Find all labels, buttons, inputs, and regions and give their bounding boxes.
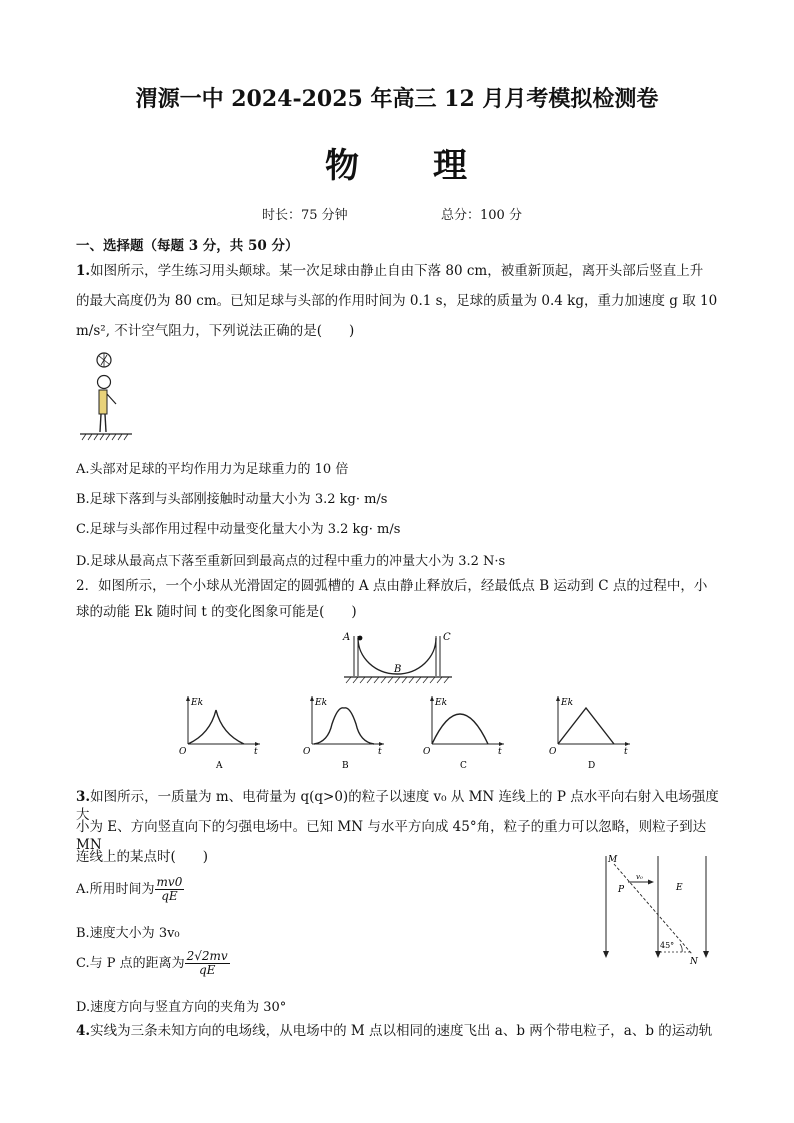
q2-line2: 球的动能 Ek 随时间 t 的变化图象可能是( ) — [76, 604, 357, 620]
q2-graph-d — [546, 692, 636, 770]
q3-option-c-prefix: C.与 P 点的距离为 — [76, 956, 185, 971]
axis-x-label: t — [498, 747, 502, 757]
q3-option-c — [76, 950, 230, 977]
label-e: E — [676, 883, 683, 893]
q2-graph-b — [300, 692, 390, 770]
axis-y-label: Ek — [191, 698, 204, 708]
exam-title: 渭源一中 2024-2025 年高三 12 月月考模拟检测卷 — [135, 86, 659, 112]
label-p: P — [618, 885, 625, 895]
q4-stem — [76, 1022, 722, 1040]
origin-label: O — [303, 747, 311, 757]
label-c: C — [443, 632, 451, 643]
q3-option-c-fraction — [185, 950, 230, 977]
q1-number: 1. — [76, 263, 91, 279]
origin-label: O — [179, 747, 187, 757]
label-b: B — [394, 664, 402, 675]
q3-line1: 如图所示，一质量为 m、电荷量为 q(q>0)的粒子以速度 v₀ 从 MN 连线上的 P 点水平向右射入电场强度大 — [76, 789, 719, 823]
label-v0: v₀ — [636, 873, 643, 881]
fraction-denominator: qE — [161, 889, 178, 903]
q1-line1: 如图所示，学生练习用头颠球。某一次足球由静止自由下落 80 cm，被重新顶起，离开头部后竖直上升 — [90, 263, 704, 279]
q3-number: 3. — [76, 789, 91, 805]
fraction-numerator: 2√2mv — [186, 949, 228, 963]
q3-line2: 小为 E、方向竖直向下的匀强电场中。已知 MN 与水平方向成 45°角，粒子的重力可以忽略，则粒子到达 MN — [76, 819, 707, 853]
graph-caption: B — [342, 761, 349, 770]
fraction-denominator: qE — [198, 963, 216, 977]
axis-y-label: Ek — [561, 698, 574, 708]
axis-x-label: t — [624, 747, 628, 757]
subject-title — [0, 138, 794, 187]
q4-line1: 实线为三条未知方向的电场线，从电场中的 M 点以相同的速度飞出 a、b 两个带电粒子，a、b 的运动轨 — [90, 1023, 713, 1039]
q1-stem — [76, 262, 722, 280]
q1-option-b: B.足球下落到与头部刚接触时动量大小为 3.2 kg· m/s — [76, 492, 388, 507]
axis-x-label: t — [378, 747, 382, 757]
student-head — [98, 376, 111, 389]
exam-total-score: 总分：100 分 — [441, 208, 522, 223]
fraction-numerator: mv0 — [156, 875, 183, 889]
origin-label: O — [423, 747, 431, 757]
graph-caption: D — [588, 761, 596, 770]
q3-option-d: D.速度方向与竖直方向的夹角为 30° — [76, 1000, 287, 1015]
q3-line3: 连线上的某点时( ) — [76, 849, 209, 865]
q3-option-a-fraction — [155, 876, 185, 903]
q2-figure-arc-groove — [340, 628, 460, 686]
label-a: A — [343, 632, 351, 643]
section-heading: 一、选择题（每题 3 分，共 50 分） — [76, 238, 299, 254]
axis-y-label: Ek — [315, 698, 328, 708]
q1-figure-student-heading-ball — [76, 350, 136, 444]
ball-at-a — [358, 636, 363, 641]
label-n: N — [690, 957, 698, 967]
origin-label: O — [549, 747, 557, 757]
label-m: M — [608, 855, 618, 865]
graph-caption: A — [216, 761, 223, 770]
q1-option-d: D.足球从最高点下落至重新回到最高点的过程中重力的冲量大小为 3.2 N·s — [76, 554, 506, 569]
graph-caption: C — [460, 761, 467, 770]
q4-number: 4. — [76, 1023, 91, 1039]
q3-figure-electric-field — [600, 850, 712, 968]
q3-option-a-prefix: A.所用时间为 — [76, 882, 155, 897]
q2-graph-c — [420, 692, 510, 770]
q1-option-c: C.足球与头部作用过程中动量变化量大小为 3.2 kg· m/s — [76, 522, 401, 537]
q2-line1: 2．如图所示，一个小球从光滑固定的圆弧槽的 A 点由静止释放后，经最低点 B 运动到 C 点的过程中，小 — [76, 578, 708, 594]
label-angle: 45° — [660, 941, 675, 950]
q1-line2: 的最大高度仍为 80 cm。已知足球与头部的作用时间为 0.1 s，足球的质量为 0.4 kg，重力加速度 g 取 10 — [76, 293, 718, 309]
axis-x-label: t — [254, 747, 258, 757]
q3-option-a — [76, 876, 184, 903]
q1-option-a: A.头部对足球的平均作用力为足球重力的 10 倍 — [76, 462, 349, 477]
exam-duration: 时长：75 分钟 — [262, 208, 348, 223]
q1-line3: m/s², 不计空气阻力，下列说法正确的是( ) — [76, 323, 355, 339]
q2-graph-a — [176, 692, 266, 770]
q3-option-b: B.速度大小为 3v₀ — [76, 926, 180, 941]
subject-char-2: 理 — [433, 146, 469, 186]
axis-y-label: Ek — [435, 698, 448, 708]
subject-char-1: 物 — [325, 146, 361, 186]
